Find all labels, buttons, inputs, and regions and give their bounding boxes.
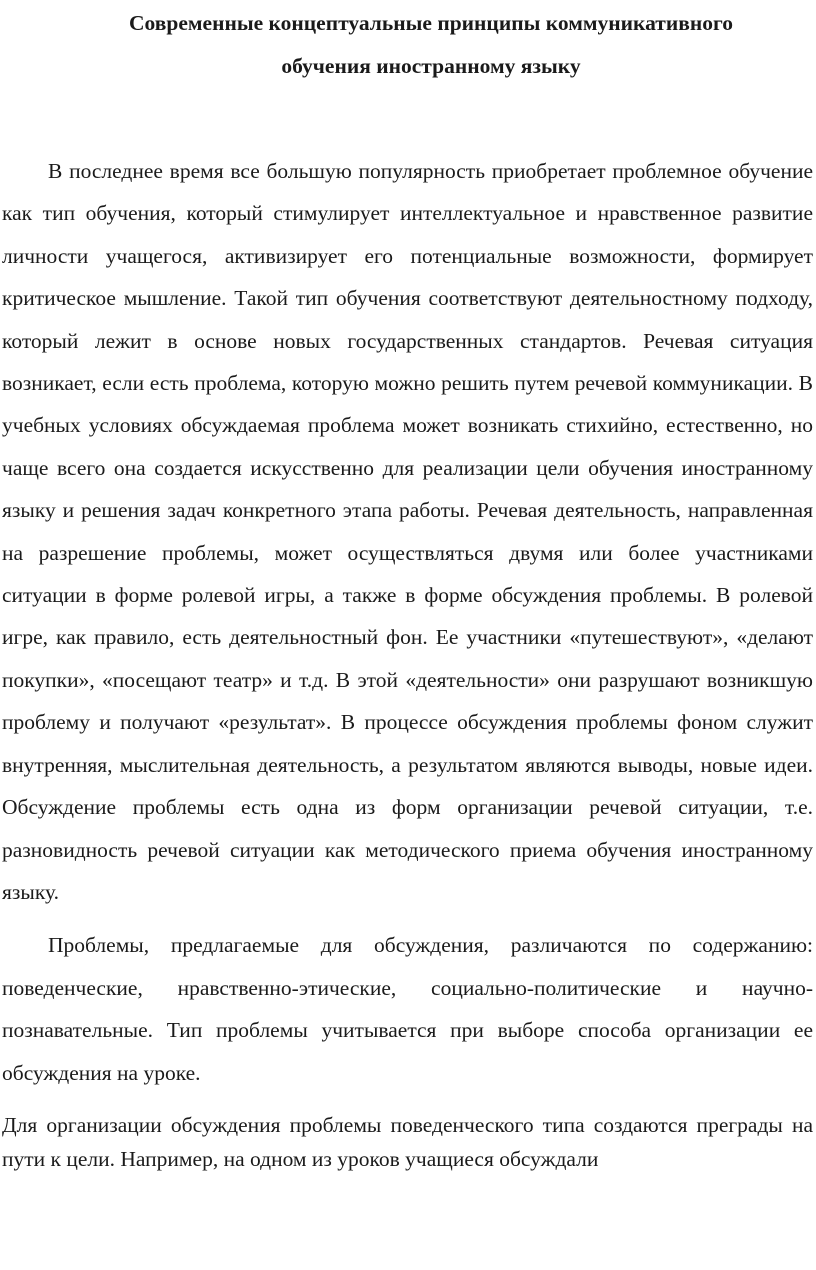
document-title [2,0,812,88]
paragraph-3: Для организации обсуждения проблемы поведенческого типа создаются преграды на пути к цели. Например, на одном из уроков учащиеся обсуждали [2,1112,813,1171]
title-line-1: Современные концептуальные принципы коммуникативного [129,11,733,35]
title-line-2: обучения иностранному языку [281,54,581,78]
paragraph-2: Проблемы, предлагаемые для обсуждения, различаются по содержанию: поведенческие, нравственно-этические, социально-политические и научно-познавательные. Тип проблемы учитывается при выборе способа организации ее обсуждения на уроке. [2,933,813,1085]
document-body [2,150,813,1176]
paragraph-1: В последнее время все большую популярность приобретает проблемное обучение как тип обучения, который стимулирует интеллектуальное и нравственное развитие личности учащегося, активизирует его потенциальные возможности, формирует критическое мышление. Такой тип обучения соответствуют деятельностному подходу, который лежит в основе новых государственных стандартов. Речевая ситуация возникает, если есть проблема, которую можно решить путем речевой коммуникации. В учебных условиях обсуждаемая проблема может возникать стихийно, естественно, но чаще всего она создается искусственно для реализации цели обучения иностранному языку и решения задач конкретного этапа работы. Речевая деятельность, направленная на разрешение проблемы, может осуществляться двумя или более участниками ситуации в форме ролевой игры, а также в форме обсуждения проблемы. В ролевой игре, как правило, есть деятельностный фон. Ее участники «путешествуют», «делают покупки», «посещают театр» и т.д. В этой «деятельности» они разрушают возникшую проблему и получают «результат». В процессе обсуждения проблемы фоном служит внутренняя, мыслительная деятельность, а результатом являются выводы, новые идеи. Обсуждение проблемы есть одна из форм организации речевой ситуации, т.е. разновидность речевой ситуации как методического приема обучения иностранному языку. [2,159,813,904]
